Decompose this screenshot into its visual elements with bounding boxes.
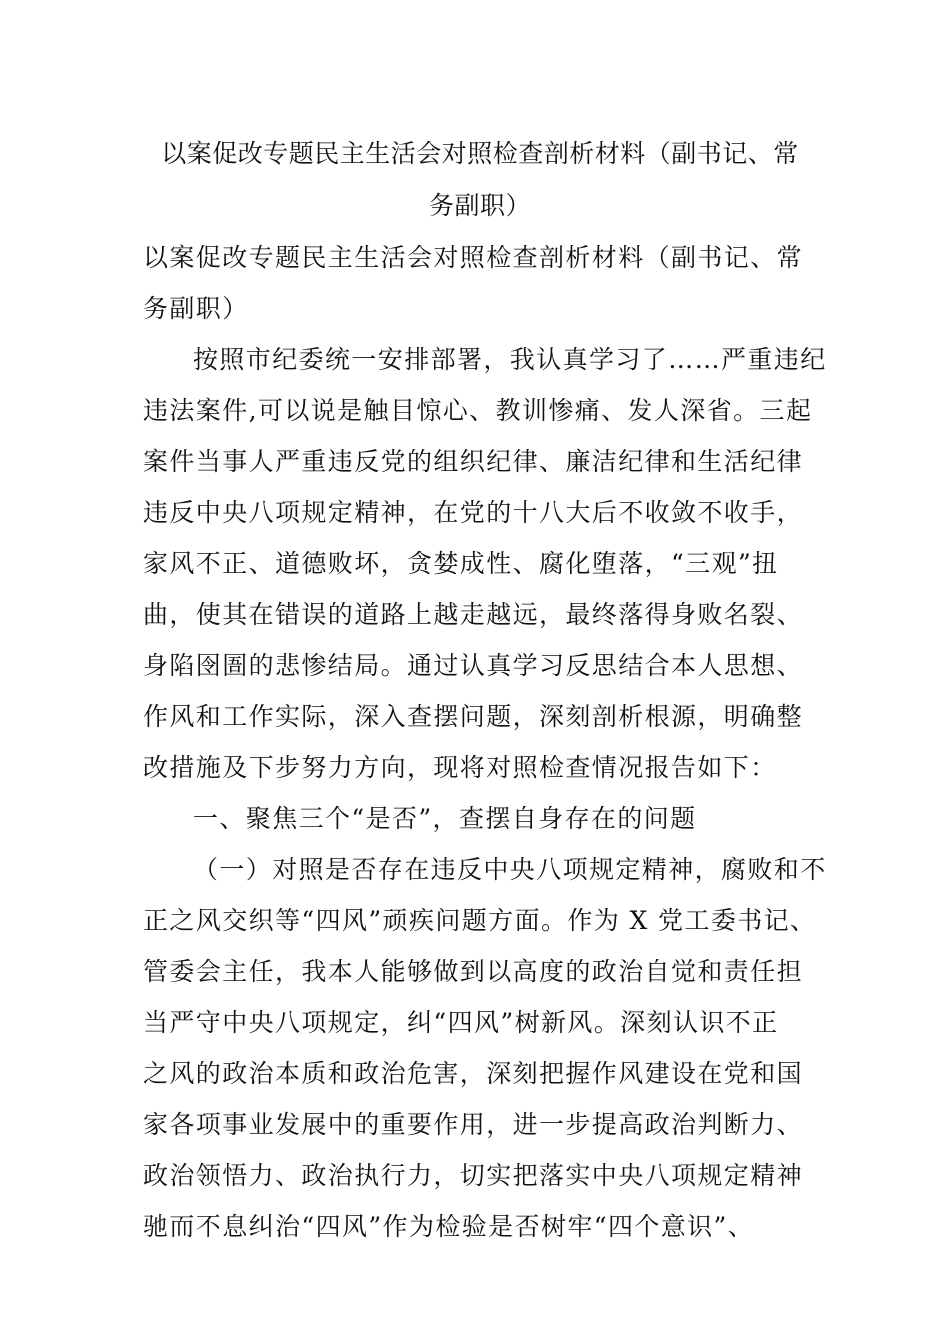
paragraph-line: 违反中央八项规定精神，在党的十八大后不收敛不收手， — [143, 498, 804, 527]
paragraph-line: 违法案件,可以说是触目惊心、教训惨痛、发人深省。三起 — [143, 396, 813, 425]
paragraph-line: 按照市纪委统一安排部署，我认真学习了……严重违纪 — [193, 345, 827, 374]
paragraph-line: 身陷囹圄的悲惨结局。通过认真学习反思结合本人思想、 — [143, 651, 804, 680]
paragraph-line: 曲，使其在错误的道路上越走越远，最终落得身败名裂、 — [143, 600, 804, 629]
paragraph-line: 家风不正、道德败坏，贪婪成性、腐化堕落，“三观”扭 — [143, 549, 779, 578]
subtitle-line-2: 务副职） — [143, 294, 249, 323]
paragraph-line: 家各项事业发展中的重要作用，进一步提高政治判断力、 — [143, 1110, 804, 1139]
paragraph-line: 当严守中央八项规定，纠“四风”树新风。深刻认识不正 — [143, 1008, 779, 1037]
subtitle-line-1: 以案促改专题民主生活会对照检查剖析材料（副书记、常 — [143, 243, 804, 272]
paragraph-line: 案件当事人严重违反党的组织纪律、廉洁纪律和生活纪律 — [143, 447, 804, 476]
paragraph-line: 改措施及下步努力方向，现将对照检查情况报告如下： — [143, 753, 777, 782]
document-title — [140, 128, 820, 232]
paragraph-line: 管委会主任，我本人能够做到以高度的政治自觉和责任担 — [143, 957, 804, 986]
paragraph-line: 之风的政治本质和政治危害，深刻把握作风建设在党和国 — [143, 1059, 804, 1088]
paragraph-line: 政治领悟力、政治执行力，切实把落实中央八项规定精神 — [143, 1161, 804, 1190]
document-body — [143, 232, 833, 1252]
title-line-2: 务副职） — [428, 191, 531, 220]
section-heading: 一、聚焦三个“是否”，查摆自身存在的问题 — [193, 804, 697, 833]
title-line-1: 以案促改专题民主生活会对照检查剖析材料（副书记、常 — [161, 139, 799, 168]
paragraph-line: 正之风交织等“四风”顽疾问题方面。作为 X 党工委书记、 — [143, 906, 817, 935]
paragraph-line: 驰而不息纠治“四风”作为检验是否树牢“四个意识”、 — [143, 1212, 755, 1241]
paragraph-line: 作风和工作实际，深入查摆问题，深刻剖析根源，明确整 — [143, 702, 804, 731]
paragraph-line: （一）对照是否存在违反中央八项规定精神，腐败和不 — [193, 855, 827, 884]
